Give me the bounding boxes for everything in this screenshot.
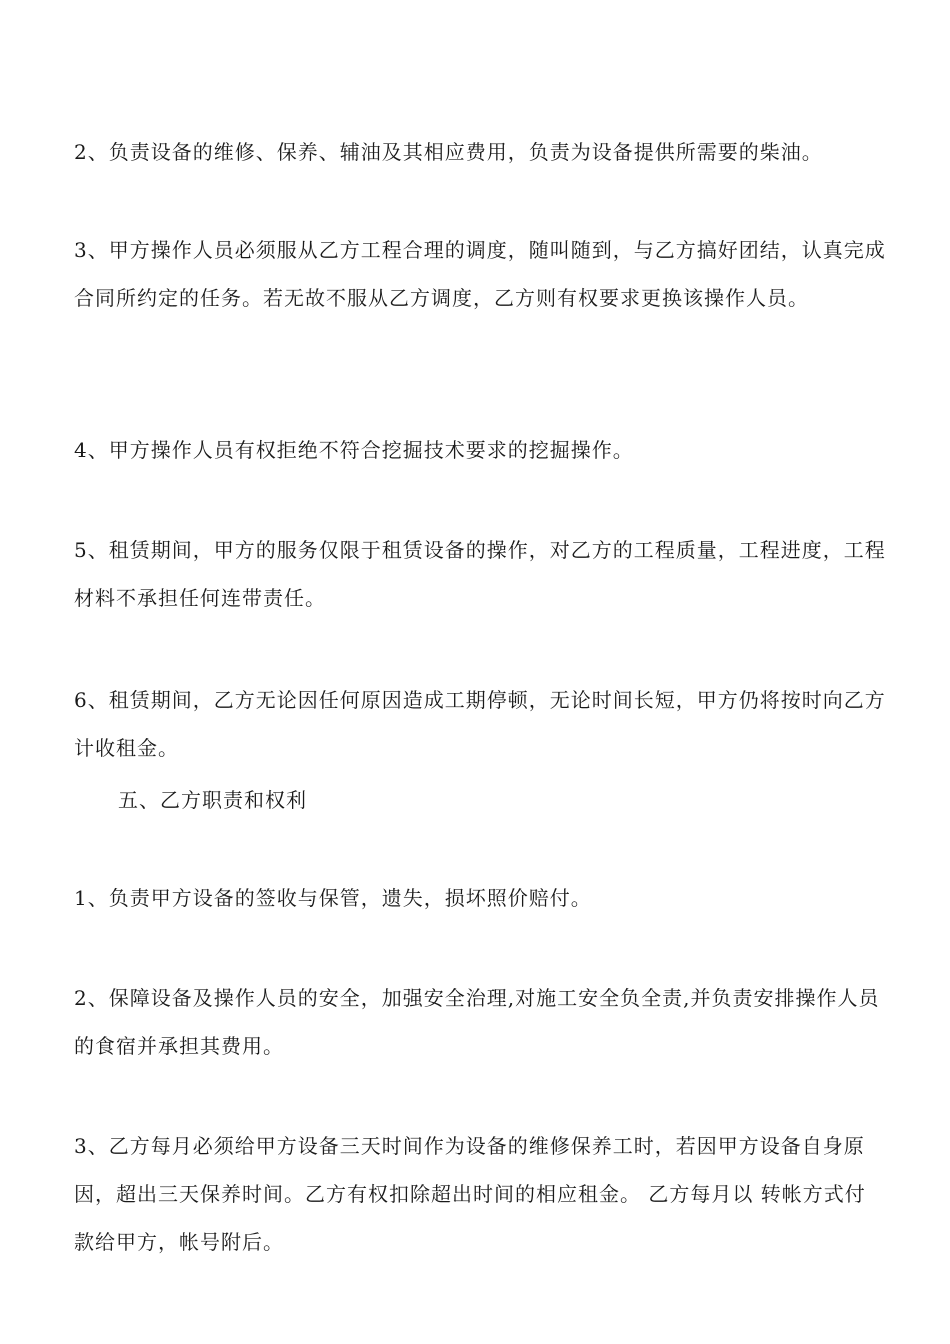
section-5-heading: 五、乙方职责和权利	[118, 788, 307, 812]
clause-4-3: 3、甲方操作人员必须服从乙方工程合理的调度，随叫随到，与乙方搞好团结，认真完成合同所约定的任务。若无故不服从乙方调度，乙方则有权要求更换该操作人员。	[74, 238, 886, 310]
clause-4-2: 2、负责设备的维修、保养、辅油及其相应费用，负责为设备提供所需要的柴油。	[74, 140, 823, 164]
clause-5-2: 2、保障设备及操作人员的安全，加强安全治理,对施工安全负全责,并负责安排操作人员的食宿并承担其费用。	[74, 986, 880, 1058]
clause-5-1: 1、负责甲方设备的签收与保管，遗失，损坏照价赔付。	[74, 886, 592, 910]
clause-4-5: 5、租赁期间，甲方的服务仅限于租赁设备的操作，对乙方的工程质量，工程进度，工程材料不承担任何连带责任。	[74, 538, 886, 610]
clause-4-6: 6、租赁期间，乙方无论因任何原因造成工期停顿，无论时间长短，甲方仍将按时向乙方计收租金。	[74, 688, 886, 760]
clause-4-4: 4、甲方操作人员有权拒绝不符合挖掘技术要求的挖掘操作。	[74, 438, 634, 462]
clause-5-3: 3、乙方每月必须给甲方设备三天时间作为设备的维修保养工时，若因甲方设备自身原因，超出三天保养时间。乙方有权扣除超出时间的相应租金。 乙方每月以 转帐方式付款给甲方，帐号附后。	[74, 1134, 866, 1254]
